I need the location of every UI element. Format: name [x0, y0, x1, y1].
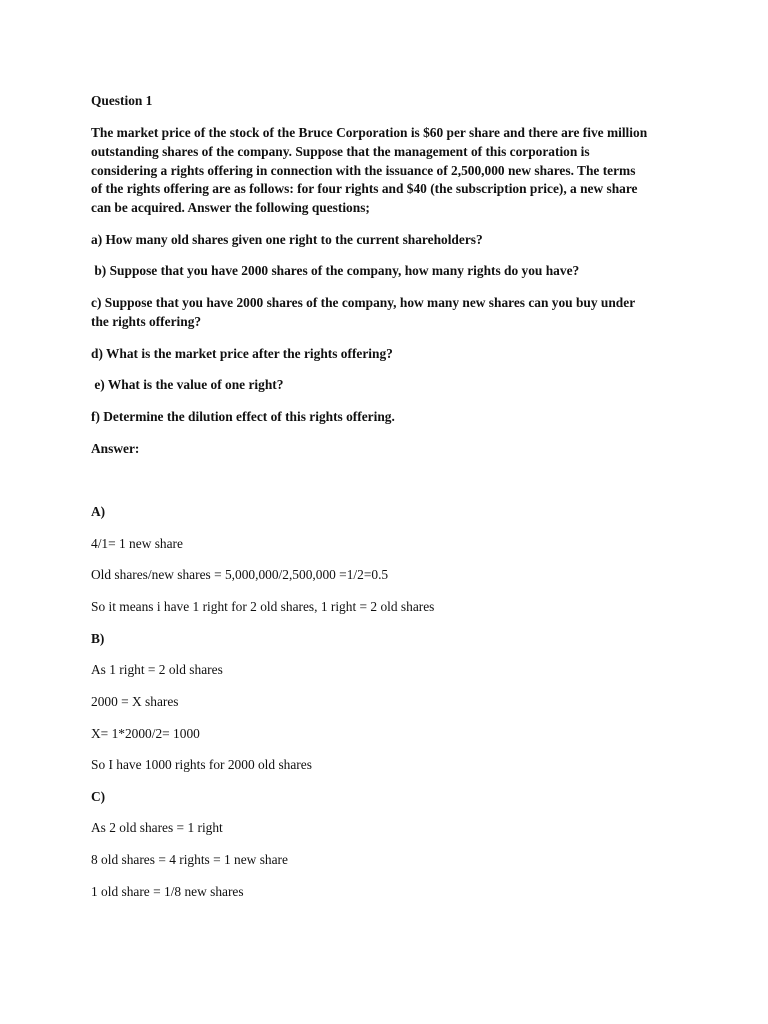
answer-b-heading: B): [91, 631, 105, 646]
answer-a-heading: A): [91, 504, 106, 519]
answer-b-line: X= 1*2000/2= 1000: [91, 726, 200, 741]
question-part-d: d) What is the market price after the rights offering?: [91, 346, 393, 361]
question-intro: [91, 124, 691, 218]
question-part-f: f) Determine the dilution effect of this rights offering.: [91, 409, 395, 424]
answer-a-line: Old shares/new shares = 5,000,000/2,500,000 =1/2=0.5: [91, 567, 389, 582]
answer-label: Answer:: [91, 441, 140, 456]
question-part-c-line2: the rights offering?: [91, 314, 202, 329]
question-part-c-line1: c) Suppose that you have 2000 shares of the company, how many new shares can you buy under: [91, 295, 636, 310]
intro-line: of the rights offering are as follows: for four rights and $40 (the subscription price), a new share: [91, 181, 638, 197]
answer-b-line: So I have 1000 rights for 2000 old shares: [91, 757, 312, 772]
answer-c-line: 8 old shares = 4 rights = 1 new share: [91, 852, 288, 867]
intro-line: considering a rights offering in connection with the issuance of 2,500,000 new shares. The terms: [91, 162, 636, 178]
answer-a-line: So it means i have 1 right for 2 old shares, 1 right = 2 old shares: [91, 599, 435, 614]
intro-line: outstanding shares of the company. Suppose that the management of this corporation is: [91, 143, 590, 159]
answer-b-line: As 1 right = 2 old shares: [91, 662, 223, 677]
intro-line: The market price of the stock of the Bruce Corporation is $60 per share and there are five million: [91, 125, 648, 140]
question-part-b: b) Suppose that you have 2000 shares of the company, how many rights do you have?: [91, 263, 580, 278]
answer-c-line: As 2 old shares = 1 right: [91, 820, 223, 835]
question-part-e: e) What is the value of one right?: [91, 377, 284, 392]
question-heading: Question 1: [91, 93, 153, 108]
intro-line: can be acquired. Answer the following questions;: [91, 200, 370, 216]
question-part-a: a) How many old shares given one right to the current shareholders?: [91, 232, 483, 247]
answer-a-line: 4/1= 1 new share: [91, 536, 183, 551]
answer-c-line: 1 old share = 1/8 new shares: [91, 884, 244, 899]
answer-c-heading: C): [91, 789, 106, 804]
answer-b-line: 2000 = X shares: [91, 694, 179, 709]
